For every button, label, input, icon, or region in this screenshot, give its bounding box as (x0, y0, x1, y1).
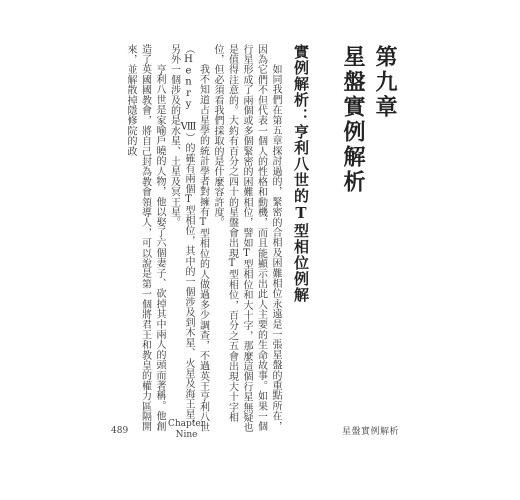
body-paragraph: 我不知道占星學的統計學者對擁有T型相位的人做過多少調查，不過英王亨利八世（Henry Ⅷ）的確有兩個T型相位，其中的一個涉及到木星、火星及海王星，另外一個涉及的是水星、土星及冥王星。 (168, 44, 209, 433)
body-paragraph: 亨利八世是家喻戶曉的人物，他以娶了六個妻子、砍掉其中兩人的頭而著稱。他創造了英國國教會，將自己封為教會領導人，可以說是第一個將君王和教皇的權力區隔開來，並解散掉隱修院的政 (125, 44, 165, 432)
body-paragraph: 如同我們在第五章探討過的，緊密的合相及困難相位永遠是一張星盤的重點所在，因為它們不但代表一個人的性格和動機，而且能顯示出此人主要的生命故事。如果一個行星形成了兩個或多個緊密的困難相位，譬如T型相位和大十字，那麼這個行星無疑也是值得注意的。大約有百分之四十的星盤會出現T型相位，百分之五會出現大十字相位，但必須看我們採取的是什麼容許度。 (212, 44, 281, 433)
body-text (123, 44, 283, 434)
page-number: 489 (111, 426, 129, 436)
chapter-title: 星盤實例解析 (340, 45, 366, 195)
footer-chapter-number: Nine (175, 430, 198, 440)
chapter-number: 第九章 (372, 45, 398, 120)
footer-chapter-word: Chapter (168, 419, 206, 429)
footer-chapter-label (168, 419, 205, 441)
running-title: 星盤實例解析 (342, 427, 400, 437)
section-heading: 實例解析：亨利八世的T型相位例解 (292, 44, 310, 303)
